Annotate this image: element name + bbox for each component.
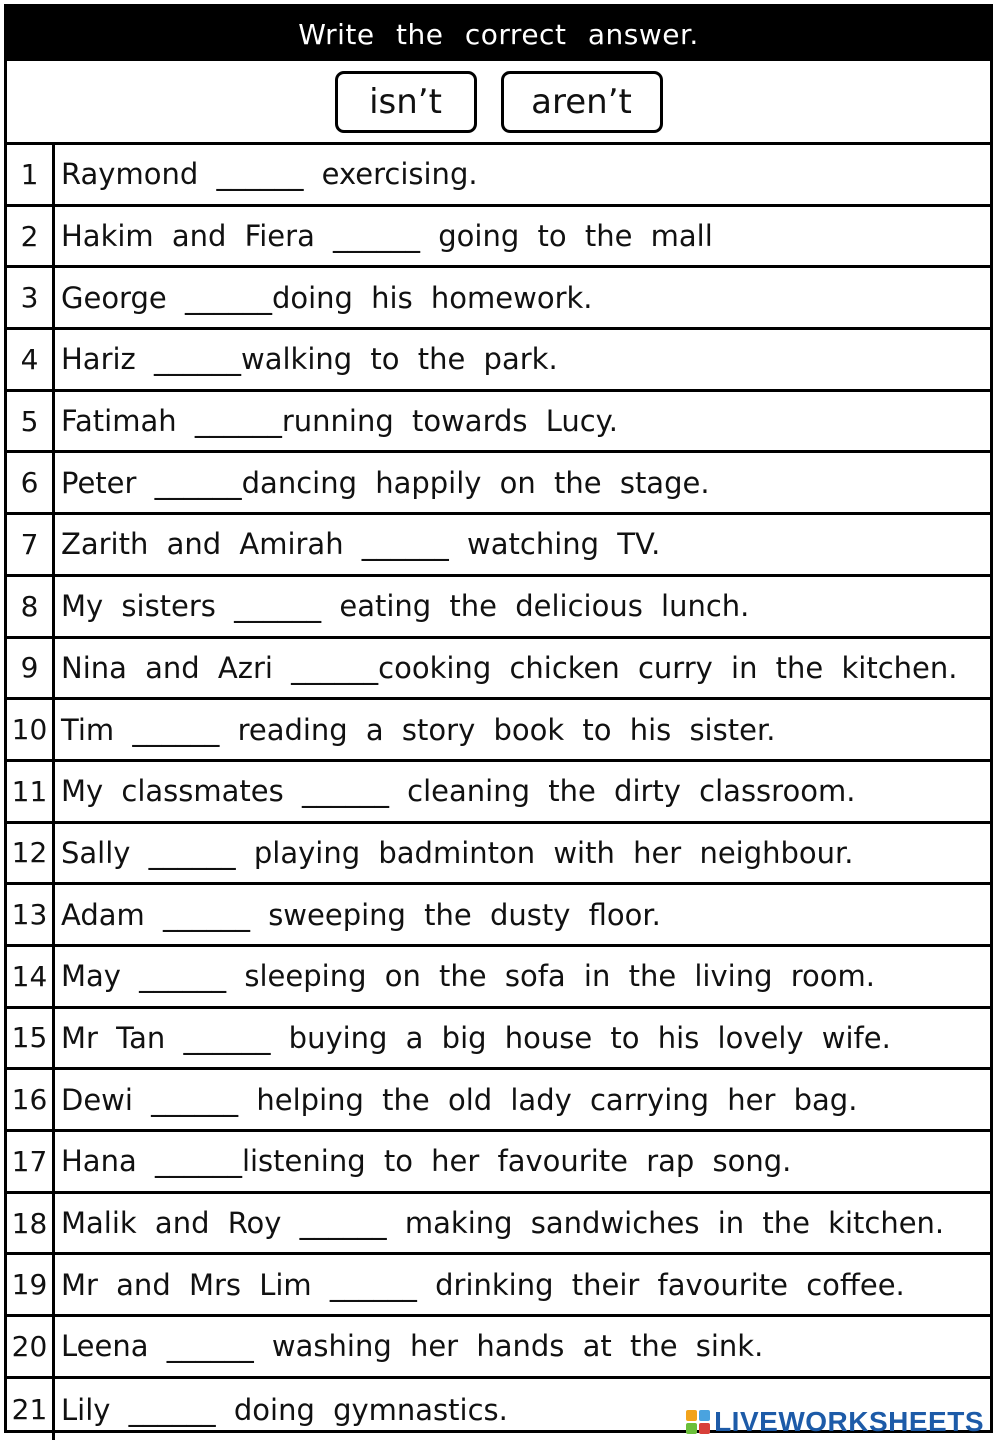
- question-row: [7, 330, 990, 392]
- question-number: 4: [7, 330, 55, 389]
- question-row: [7, 1379, 990, 1441]
- question-number: 17: [7, 1132, 55, 1191]
- question-row: [7, 145, 990, 207]
- question-number: 12: [7, 824, 55, 883]
- logo-text: LIVEWORKSHEETS: [714, 1406, 984, 1438]
- question-text[interactable]: Mr and Mrs Lim ______ drinking their favourite coffee.: [61, 1267, 905, 1302]
- question-text[interactable]: May ______ sleeping on the sofa in the living room.: [61, 959, 875, 994]
- question-number: 18: [7, 1194, 55, 1253]
- question-number: 3: [7, 268, 55, 327]
- question-number: 8: [7, 577, 55, 636]
- question-row: [7, 453, 990, 515]
- question-number: 11: [7, 762, 55, 821]
- option-arent[interactable]: aren’t: [501, 71, 663, 133]
- question-number: 14: [7, 947, 55, 1006]
- question-number: 2: [7, 207, 55, 266]
- answer-options: [7, 61, 990, 145]
- question-text[interactable]: Raymond ______ exercising.: [61, 157, 478, 192]
- question-text[interactable]: Sally ______ playing badminton with her neighbour.: [61, 835, 854, 870]
- question-text[interactable]: Tim ______ reading a story book to his sister.: [61, 712, 776, 747]
- question-row: [7, 639, 990, 701]
- question-text[interactable]: Peter ______dancing happily on the stage.: [61, 465, 710, 500]
- question-row: [7, 885, 990, 947]
- question-text[interactable]: Hana ______listening to her favourite rap song.: [61, 1144, 792, 1179]
- question-number: 19: [7, 1255, 55, 1314]
- question-number: 7: [7, 515, 55, 574]
- option-isnt[interactable]: isn’t: [335, 71, 477, 133]
- question-number: 1: [7, 145, 55, 204]
- question-row: [7, 392, 990, 454]
- question-text[interactable]: Leena ______ washing her hands at the sink.: [61, 1329, 764, 1364]
- question-row: [7, 762, 990, 824]
- question-row: [7, 1194, 990, 1256]
- question-row: [7, 700, 990, 762]
- question-text[interactable]: My classmates ______ cleaning the dirty classroom.: [61, 774, 856, 809]
- question-row: [7, 1317, 990, 1379]
- question-row: [7, 207, 990, 269]
- question-row: [7, 268, 990, 330]
- question-text[interactable]: Zarith and Amirah ______ watching TV.: [61, 527, 661, 562]
- question-number: 15: [7, 1009, 55, 1068]
- question-row: [7, 577, 990, 639]
- question-number: 5: [7, 392, 55, 451]
- question-text[interactable]: Hariz ______walking to the park.: [61, 342, 558, 377]
- question-row: [7, 1132, 990, 1194]
- question-number: 6: [7, 453, 55, 512]
- liveworksheets-logo-icon: [686, 1410, 710, 1434]
- question-number: 10: [7, 700, 55, 759]
- question-row: [7, 515, 990, 577]
- question-text[interactable]: My sisters ______ eating the delicious lunch.: [61, 589, 750, 624]
- question-row: [7, 1255, 990, 1317]
- question-text[interactable]: Fatimah ______running towards Lucy.: [61, 404, 618, 439]
- question-row: [7, 1009, 990, 1071]
- question-text[interactable]: Adam ______ sweeping the dusty floor.: [61, 897, 661, 932]
- question-text[interactable]: Malik and Roy ______ making sandwiches in the kitchen.: [61, 1206, 945, 1241]
- question-row: [7, 824, 990, 886]
- question-number: 21: [7, 1379, 55, 1441]
- question-number: 13: [7, 885, 55, 944]
- question-text[interactable]: Nina and Azri ______cooking chicken curry in the kitchen.: [61, 650, 958, 685]
- worksheet-title: Write the correct answer.: [7, 7, 990, 61]
- question-number: 9: [7, 639, 55, 698]
- question-text[interactable]: Mr Tan ______ buying a big house to his lovely wife.: [61, 1020, 891, 1055]
- question-number: 16: [7, 1070, 55, 1129]
- question-number: 20: [7, 1317, 55, 1376]
- liveworksheets-logo: [686, 1406, 984, 1438]
- question-text[interactable]: Hakim and Fiera ______ going to the mall: [61, 219, 713, 254]
- question-text[interactable]: Dewi ______ helping the old lady carrying her bag.: [61, 1082, 858, 1117]
- question-row: [7, 1070, 990, 1132]
- question-row: [7, 947, 990, 1009]
- question-list: [7, 145, 990, 1440]
- question-text[interactable]: Lily ______ doing gymnastics.: [61, 1392, 508, 1427]
- question-text[interactable]: George ______doing his homework.: [61, 280, 593, 315]
- worksheet: [4, 4, 993, 1438]
